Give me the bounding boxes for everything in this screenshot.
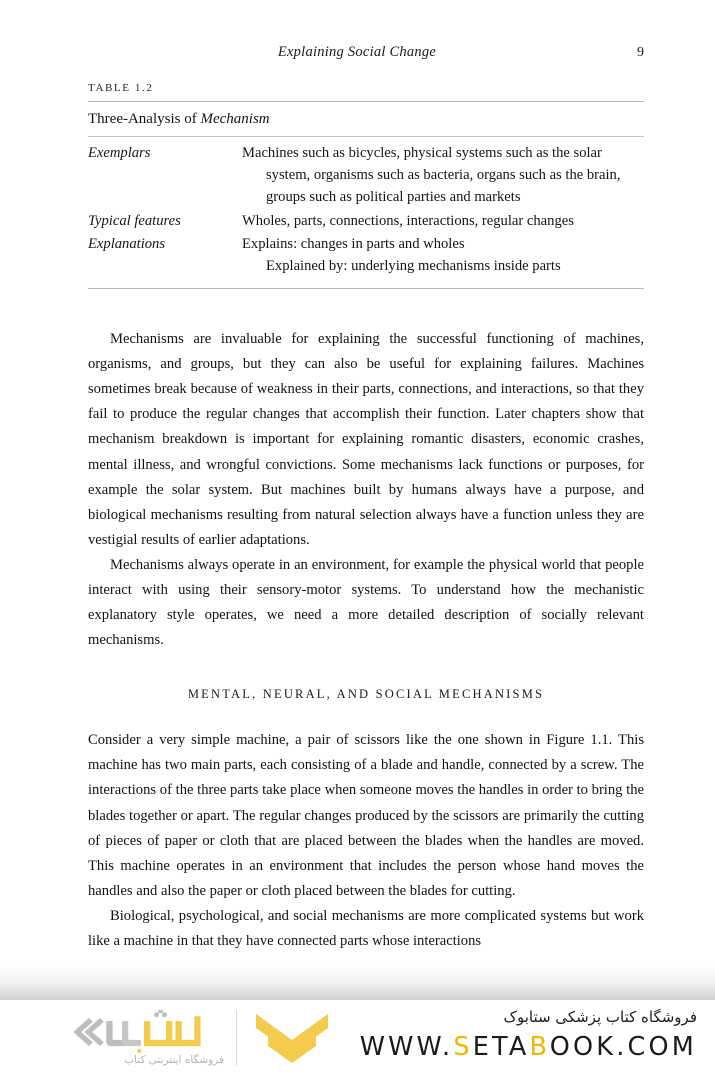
table-subtitle [88,102,644,136]
table-rule-mid [88,136,644,137]
logo-caption: فروشگاه اینترنتی کتاب [124,1054,224,1066]
body-copy [88,327,644,954]
paragraph: Consider a very simple machine, a pair of scissors like the one shown in Figure 1.1. This machine has two main parts, each consisting of a blade and handle, connected by a screw. The interactions of the three parts take place when someone moves the handles in order to bring the blades together or apart. The regular changes produced by the scissors are primarily the cutting of pieces of paper or cloth that are placed between the blades when the handles are moved. This machine operates in an environment that includes the person whose hand moves the handles and also the paper or cloth placed between the blades for cutting. [88,732,644,899]
table-row-label: Typical features [88,212,181,229]
table-cell-line: Machines such as bicycles, physical systems such as the solar [242,145,602,161]
footer-branding [307,1008,697,1061]
table-cell-line: groups such as political parties and markets [266,189,521,206]
section-heading: MENTAL, NEURAL, AND SOCIAL MECHANISMS [187,687,545,702]
url-part-accent: S [453,1031,473,1062]
table-row-value [242,142,644,210]
url-part: WWW. [359,1031,454,1062]
table-subtitle-prefix: Three-Analysis of [88,111,201,127]
watermark-footer [0,1000,715,1080]
table-row [88,142,644,210]
url-part: ETA [472,1031,530,1062]
table-row-label: Exemplars [88,145,151,161]
table-block [88,82,644,289]
page-content-column [88,0,644,954]
table-cell-line: system, organisms such as bacteria, organs such as the brain, [266,167,621,184]
running-head [88,44,644,74]
setabook-logo[interactable] [56,1006,296,1076]
table-subtitle-italic: Mechanism [200,111,270,127]
logo-divider [236,1010,237,1066]
table-cell-line: Explained by: underlying mechanisms inside parts [266,257,561,274]
paragraph: Biological, psychological, and social mechanisms are more complicated systems but work like a machine in that they have connected parts whose interactions [88,907,644,949]
table-row-value [242,210,644,233]
table-cell-line: Wholes, parts, connections, interactions, regular changes [242,212,574,229]
running-head-title: Explaining Social Change [277,44,437,60]
footer-url[interactable] [307,1033,697,1061]
table-body [88,142,644,278]
url-part: OOK.COM [549,1031,697,1062]
page-number: 9 [637,45,644,60]
table-row-value [242,233,644,278]
paragraph: Mechanisms always operate in an environment, for example the physical world that people interact with using their sensory-motor systems. To understand how the mechanistic explanatory style operates, we need a more detailed description of socially relevant mechanisms. [88,556,644,649]
footer-tagline: فروشگاه کتاب پزشکی ستابوک [503,1008,697,1026]
page-bottom-fade [0,966,715,1000]
table-caption: TABLE 1.2 [88,82,154,94]
table-row [88,233,644,278]
table-cell-line: Explains: changes in parts and wholes [242,235,465,252]
paragraph: Mechanisms are invaluable for explaining the successful functioning of machines, organisms, and groups, but they can also be useful for explaining failures. Machines sometimes break because of weakness in their parts, connections, and interactions, so that they fail to produce the regular changes that accomplish their function. Later chapters show that mechanism breakdown is important for explaining romantic disasters, economic crashes, mental illness, and wrongful convictions. Some mechanisms lack functions or purposes, for example the solar system. But machines built by humans always have a purpose, and biological mechanisms resulting from natural selection always have a function unless they are vestigial results of earlier adaptations. [88,331,644,548]
url-part-accent: B [529,1031,550,1062]
table-row-label: Explanations [88,235,166,252]
logo-wordmark-icon [64,1010,224,1054]
table-row [88,210,644,233]
table-rule-bottom [88,288,644,289]
table-spec [88,142,644,278]
